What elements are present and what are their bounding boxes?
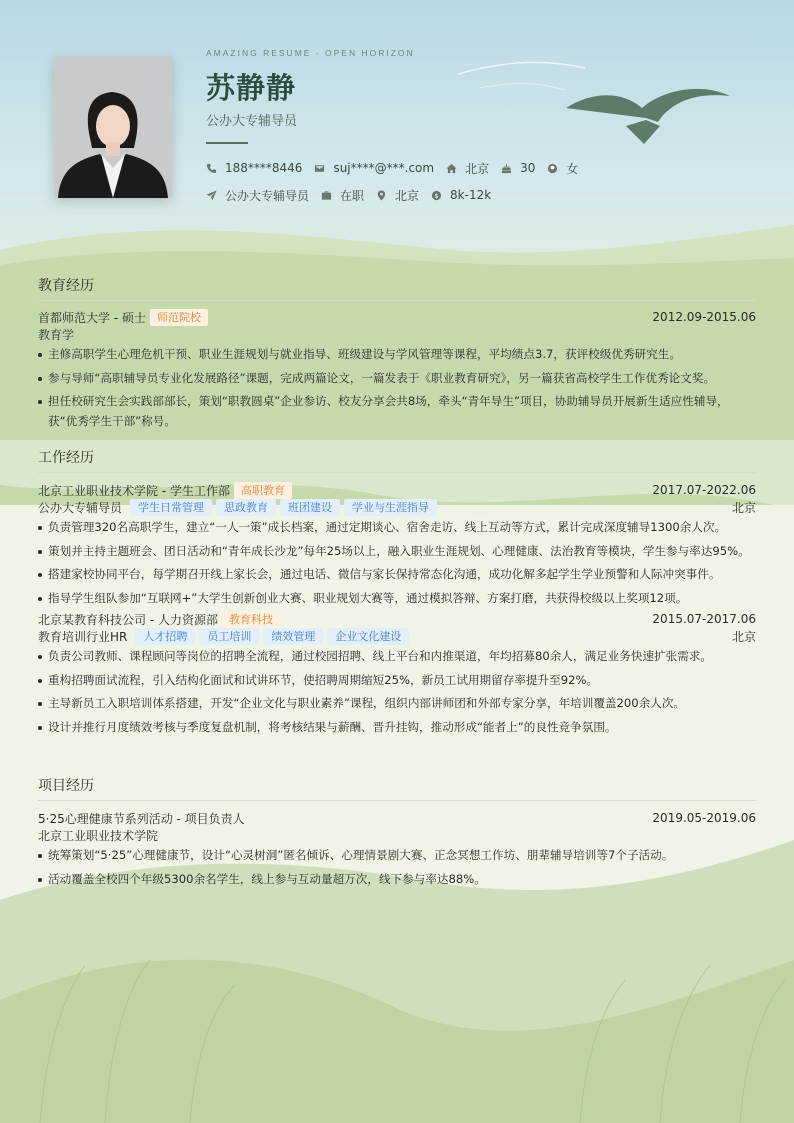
school-name: 首都师范大学 - 硕士 — [38, 310, 146, 325]
list-item: 活动覆盖全校四个年级5300余名学生，线上参与互动量超万次，线下参与率达88%。 — [38, 870, 756, 890]
skill-tag: 学业与生涯指导 — [344, 499, 437, 516]
work-location: 北京 — [731, 630, 756, 644]
work-date: 2017.07-2022.06 — [652, 483, 756, 497]
title-divider — [206, 142, 248, 144]
work-bullets — [38, 518, 756, 608]
industry-badge: 教育科技 — [222, 611, 280, 628]
location-pin-icon — [376, 190, 387, 201]
section-title-work: 工作经历 — [38, 447, 756, 473]
company-name: 北京工业职业技术学院 - 学生工作部 — [38, 483, 230, 498]
education-section — [38, 275, 756, 435]
svg-text:$: $ — [434, 191, 439, 200]
work-entry-header — [38, 610, 756, 628]
mail-icon — [314, 163, 325, 174]
candidate-name: 苏静静 — [206, 71, 297, 105]
briefcase-icon — [321, 190, 332, 201]
company-name: 北京某教育科技公司 - 人力资源部 — [38, 612, 218, 627]
education-entry-header — [38, 308, 756, 326]
skill-tag: 员工培训 — [199, 628, 259, 645]
list-item: 策划并主持主题班会、团日活动和“青年成长沙龙”每年25场以上，融入职业生涯规划、心理健康、法治教育等模块，学生参与率达95%。 — [38, 542, 756, 562]
cake-icon — [501, 163, 512, 174]
gender-icon — [547, 163, 558, 174]
work-date: 2015.07-2017.06 — [652, 612, 756, 626]
info-target-job: 公办大专辅导员 — [206, 187, 309, 204]
list-item: 参与导师“高职辅导员专业化发展路径”课题，完成两篇论文，一篇发表于《职业教育研究》，另一篇获省高校学生工作优秀论文奖。 — [38, 369, 756, 389]
role-name: 公办大专辅导员 — [38, 501, 123, 515]
industry-badge: 高职教育 — [234, 482, 292, 499]
project-date: 2019.05-2019.06 — [652, 811, 756, 825]
send-icon — [206, 190, 217, 201]
role-name: 教育培训行业HR — [38, 630, 128, 644]
phone-icon — [206, 163, 217, 174]
money-icon — [431, 190, 442, 201]
list-item: 指导学生组队参加“互联网+”大学生创新创业大赛、职业规划大赛等，通过模拟答辩、方案打磨，共获得校级以上奖项12项。 — [38, 589, 756, 609]
info-status: 在职 — [321, 187, 364, 204]
list-item: 主修高职学生心理危机干预、职业生涯规划与就业指导、班级建设与学风管理等课程，平均绩点3.7，获评校级优秀研究生。 — [38, 345, 756, 365]
avatar — [54, 56, 172, 198]
info-city: 北京 — [376, 187, 419, 204]
work-bullets — [38, 647, 756, 737]
work-role-row — [38, 499, 756, 516]
work-section — [38, 447, 756, 741]
education-major: 教育学 — [38, 328, 75, 342]
project-section — [38, 775, 756, 893]
education-date: 2012.09-2015.06 — [652, 310, 756, 324]
contact-info-row — [206, 159, 590, 177]
skill-tag: 班团建设 — [280, 499, 340, 516]
skill-tag: 思政教育 — [216, 499, 276, 516]
work-location: 北京 — [731, 501, 756, 515]
list-item: 搭建家校协同平台，每学期召开线上家长会，通过电话、微信与家长保持常态化沟通，成功化解多起学生学业预警和人际冲突事件。 — [38, 565, 756, 585]
skill-tag: 学生日常管理 — [130, 499, 212, 516]
list-item: 主导新员工入职培训体系搭建，开发“企业文化与职业素养”课程，组织内部讲师团和外部专家分享，年培训覆盖200余人次。 — [38, 694, 756, 714]
info-gender: 女 — [547, 160, 578, 177]
info-salary: $ 8k-12k — [431, 188, 491, 202]
skill-tag: 企业文化建设 — [327, 628, 409, 645]
section-title-projects: 项目经历 — [38, 775, 756, 801]
job-title: 公办大专辅导员 — [206, 114, 298, 129]
info-email: suj****@***.com — [314, 161, 434, 175]
skill-tag: 绩效管理 — [263, 628, 323, 645]
project-bullets — [38, 846, 756, 889]
tagline: AMAZING RESUME · OPEN HORIZON — [206, 48, 415, 58]
work-role-row — [38, 628, 756, 645]
list-item: 负责公司教师、课程顾问等岗位的招聘全流程，通过校园招聘、线上平台和内推渠道，年均招募80余人，满足业务快速扩张需求。 — [38, 647, 756, 667]
work-entry-header — [38, 481, 756, 499]
info-phone: 188****8446 — [206, 161, 302, 175]
skill-tag: 人才招聘 — [135, 628, 195, 645]
profile-photo — [54, 56, 172, 198]
list-item: 设计并推行月度绩效考核与季度复盘机制，将考核结果与薪酬、晋升挂钩，推动形成“能者上”的良性竞争氛围。 — [38, 718, 756, 738]
list-item: 统筹策划“5·25”心理健康节，设计“心灵树洞”匿名倾诉、心理情景剧大赛、正念冥想工作坊、朋辈辅导培训等7个子活动。 — [38, 846, 756, 866]
school-badge: 师范院校 — [150, 309, 208, 326]
job-intent-row — [206, 186, 503, 204]
education-bullets — [38, 345, 756, 431]
list-item: 负责管理320名高职学生，建立“一人一策”成长档案，通过定期谈心、宿舍走访、线上互动等方式，累计完成深度辅导1300余人次。 — [38, 518, 756, 538]
project-org: 北京工业职业技术学院 — [38, 829, 159, 843]
info-home: 北京 — [446, 160, 489, 177]
list-item: 重构招聘面试流程，引入结构化面试和试讲环节，使招聘周期缩短25%，新员工试用期留存率提升至92%。 — [38, 671, 756, 691]
home-icon — [446, 163, 457, 174]
info-age: 30 — [501, 161, 535, 175]
project-entry-header — [38, 809, 756, 827]
project-name: 5·25心理健康节系列活动 - 项目负责人 — [38, 811, 245, 826]
bird-icon — [566, 84, 732, 146]
list-item: 担任校研究生会实践部部长，策划“职教圆桌”企业参访、校友分享会共8场，牵头“青年导生”项目，协助辅导员开展新生适应性辅导，获“优秀学生干部”称号。 — [38, 392, 756, 431]
section-title-education: 教育经历 — [38, 275, 756, 301]
